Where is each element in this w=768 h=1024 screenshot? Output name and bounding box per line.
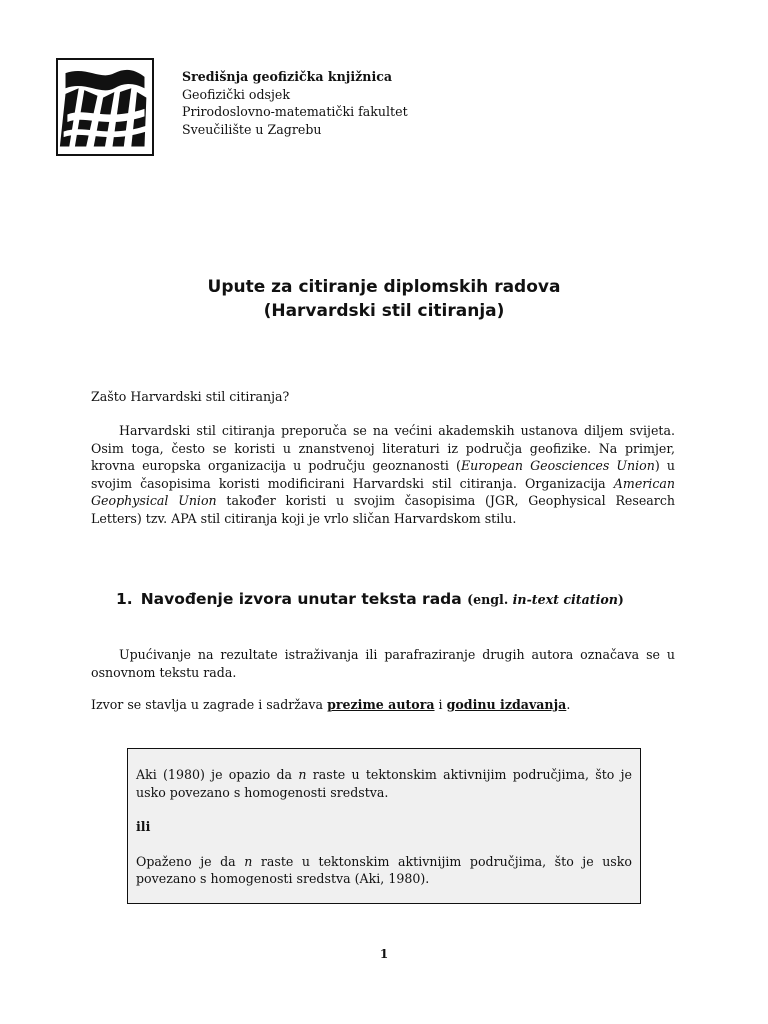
variable-n: n — [244, 853, 253, 869]
text-run: također koristi u svojim časopisima (JGR, Geophysical Research Letters) tzv. APA stil citiranja koji je vrlo sličan Harvardskom stilu. — [91, 493, 675, 526]
text-run: Aki (1980) je opazio da — [136, 767, 299, 782]
section-number: 1. — [116, 590, 133, 608]
institution-line: Središnja geofizička knjižnica — [182, 69, 393, 84]
page-number: 1 — [379, 947, 389, 961]
title-subtitle: (Harvardski stil citiranja) — [263, 301, 505, 321]
text-run: Harvardski stil citiranja preporuča se na većini akademskih ustanova diljem svijeta. Osim toga, često se koristi u znanstvenoj literaturi iz područja geofizike. Na primjer, krovna europska organizacija u području geoznanosti ( — [91, 423, 675, 473]
text-run: (engl. — [467, 592, 513, 607]
institution-line: Prirodoslovno-matematički fakultet — [182, 104, 408, 119]
intro-question: Zašto Harvardski stil citiranja? — [91, 389, 290, 404]
example-1 — [136, 766, 632, 801]
example-2 — [136, 853, 632, 888]
institution-line: Geofizički odsjek — [182, 86, 290, 102]
text-run: . — [566, 697, 571, 712]
emphasis-author: prezime autora — [327, 697, 435, 712]
or-separator: ili — [136, 819, 151, 834]
institution-line: Sveučilište u Zagrebu — [182, 121, 322, 137]
agu-name: American Geophysical Union — [91, 475, 675, 508]
logo-icon — [58, 60, 152, 154]
title-line: Upute za citiranje diplomskih radova — [207, 277, 561, 297]
text-run: raste u tektonskim aktivnijim područjima, što je usko povezano s homogenosti sredstva. — [136, 767, 632, 800]
text-run: ) u svojim časopisima koristi modificirani Harvardski stil citiranja. Organizacija — [91, 458, 675, 491]
egu-name: European Geosciences Union — [460, 458, 655, 473]
section-english-note — [467, 592, 624, 607]
document-title — [0, 275, 768, 323]
variable-n: n — [298, 767, 307, 782]
institution-block — [182, 68, 408, 138]
section-title: Navođenje izvora unutar teksta rada — [140, 590, 462, 608]
text-run: i — [434, 697, 447, 712]
text-run: raste u tektonskim aktivnijim područjima, što je usko povezano s homogenosti sredstva (Aki, 1980). — [136, 853, 632, 886]
intro-paragraph — [91, 422, 675, 527]
english-term: in-text citation — [512, 592, 618, 607]
example-box — [127, 748, 641, 904]
source-rule-paragraph — [91, 696, 675, 714]
text-run: Izvor se stavlja u zagrade i sadržava — [91, 697, 328, 712]
text-run: ) — [617, 592, 624, 607]
section-heading — [116, 588, 624, 611]
library-logo — [56, 58, 154, 156]
emphasis-year: godinu izdavanja — [446, 697, 567, 712]
text-run: Opaženo je da — [136, 853, 245, 869]
section-paragraph: Upućivanje na rezultate istraživanja ili parafraziranje drugih autora označava se u osnovnom tekstu rada. — [91, 647, 675, 680]
